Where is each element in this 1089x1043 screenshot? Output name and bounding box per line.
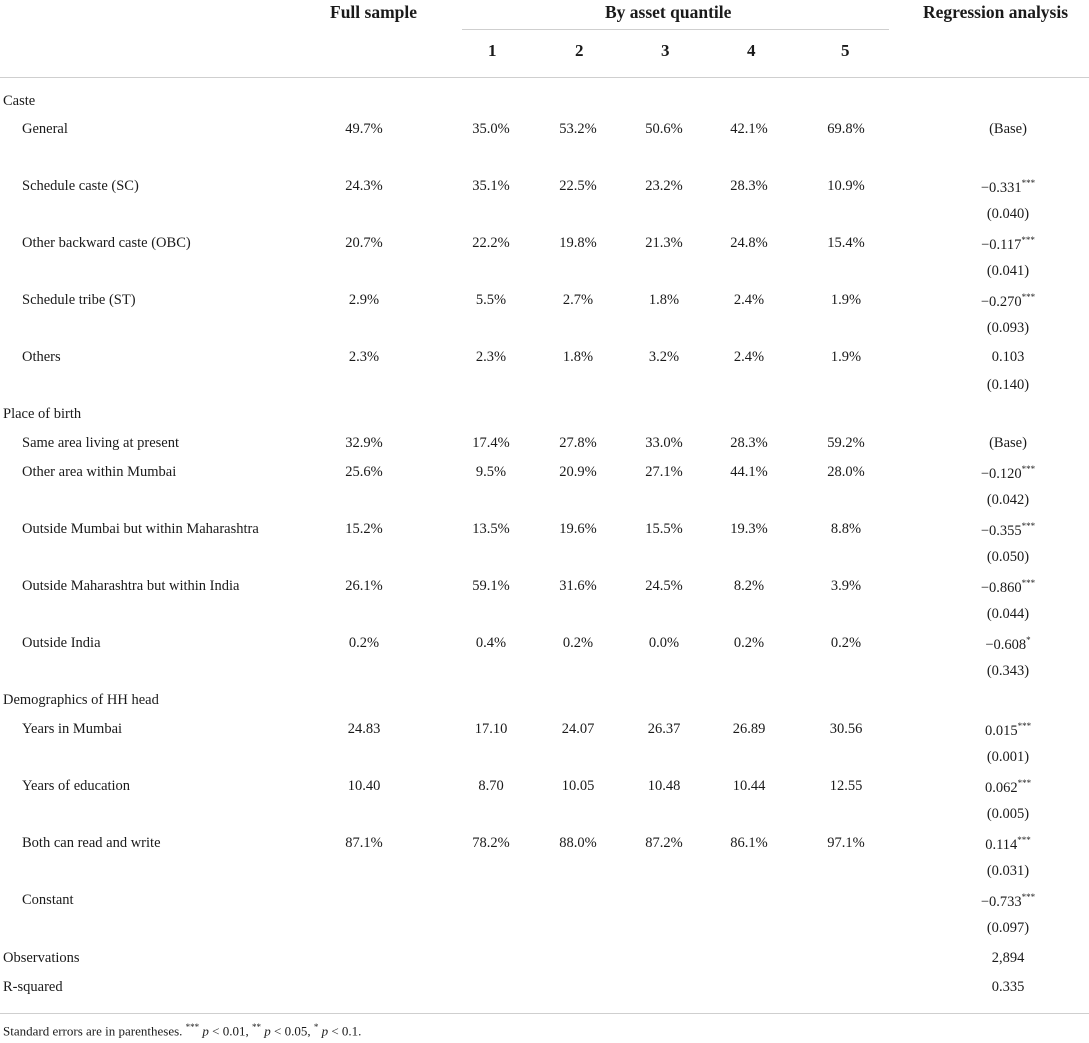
row-label: Years of education [22,778,131,794]
cell-quantile-3: 24.5% [645,578,683,594]
cell-regression-se: (0.093) [986,320,1030,336]
cell-quantile-5: 12.55 [829,778,863,794]
cell-quantile-5: 3.9% [830,578,862,594]
cell-quantile-5: 30.56 [829,721,863,737]
cell-full-sample: 24.83 [347,721,381,737]
cell-quantile-4: 26.89 [732,721,766,737]
cell-quantile-4: 28.3% [730,178,768,194]
cell-quantile-3: 10.48 [647,778,681,794]
row-label: Schedule tribe (ST) [22,292,136,308]
cell-quantile-5: 69.8% [827,121,865,137]
row-label: Demographics of HH head [3,692,159,708]
cell-quantile-4: 42.1% [730,121,768,137]
cell-full-sample: 0.2% [348,635,380,651]
cell-quantile-5: 97.1% [827,835,865,851]
cell-quantile-3: 0.0% [648,635,680,651]
cell-quantile-4: 0.2% [733,635,765,651]
cell-full-sample: 2.3% [348,349,380,365]
cell-regression-coef: −0.608* [985,635,1031,653]
row-label: Outside India [22,635,101,651]
cell-quantile-1: 78.2% [472,835,510,851]
cell-quantile-2: 31.6% [559,578,597,594]
cell-regression-coef: −0.860*** [980,578,1036,596]
row-label: Years in Mumbai [22,721,123,737]
cell-regression-coef: 0.062*** [984,778,1032,796]
row-label: Others [22,349,61,365]
cell-regression-coef: 0.103 [991,349,1025,365]
quantile-header-5: 5 [841,41,850,60]
cell-quantile-2: 22.5% [559,178,597,194]
cell-full-sample: 25.6% [345,464,383,480]
cell-full-sample: 87.1% [345,835,383,851]
cell-quantile-2: 19.8% [559,235,597,251]
cell-quantile-2: 1.8% [562,349,594,365]
cell-quantile-5: 1.9% [830,292,862,308]
cell-quantile-4: 19.3% [730,521,768,537]
row-label: Outside Maharashtra but within India [22,578,240,594]
significance-stars: *** [1021,178,1036,188]
significance-stars: *** [1021,292,1036,302]
cell-regression-coef: −0.120*** [980,464,1036,482]
cell-quantile-3: 21.3% [645,235,683,251]
significance-stars: *** [1021,892,1036,902]
cell-regression-se: (0.050) [986,549,1030,565]
cell-regression-coef: −0.117*** [981,235,1035,253]
footnote-sig3-p: p [321,1023,329,1039]
cell-quantile-5: 10.9% [827,178,865,194]
cell-quantile-5: 0.2% [830,635,862,651]
header-full-sample: Full sample [330,2,418,22]
cell-quantile-3: 87.2% [645,835,683,851]
cell-quantile-3: 50.6% [645,121,683,137]
quantile-header-1: 1 [488,41,497,60]
cell-regression-coef: (Base) [989,435,1027,451]
row-label: Constant [22,892,74,908]
significance-stars: *** [1021,235,1035,245]
row-label: Schedule caste (SC) [22,178,139,194]
footnote-text: Standard errors are in parentheses. [3,1023,183,1039]
significance-stars: *** [1021,464,1036,474]
cell-quantile-4: 28.3% [730,435,768,451]
footnote-sig1-p: p [202,1023,209,1039]
cell-quantile-3: 27.1% [645,464,683,480]
cell-quantile-5: 1.9% [830,349,862,365]
cell-quantile-2: 19.6% [559,521,597,537]
significance-stars: *** [1021,521,1036,531]
footnote-sig1-cmp: < 0.01, [212,1023,249,1039]
cell-quantile-4: 24.8% [730,235,768,251]
cell-quantile-1: 17.10 [474,721,508,737]
cell-quantile-4: 2.4% [733,292,765,308]
row-label: Place of birth [3,406,82,422]
cell-quantile-2: 10.05 [561,778,595,794]
quantile-header-3: 3 [661,41,670,60]
footnote-sig1-stars: *** [185,1022,200,1032]
row-label: Observations [3,950,80,966]
table-bottom-rule [0,1013,1089,1014]
cell-regression-se: (0.343) [986,663,1030,679]
cell-regression-coef: 0.114*** [985,835,1031,853]
cell-quantile-1: 17.4% [472,435,510,451]
cell-quantile-4: 44.1% [730,464,768,480]
cell-regression-se: (0.005) [986,806,1030,822]
cell-full-sample: 26.1% [345,578,383,594]
significance-stars: *** [1021,578,1036,588]
cell-full-sample: 20.7% [345,235,383,251]
cell-quantile-4: 2.4% [733,349,765,365]
cell-quantile-2: 20.9% [559,464,597,480]
cell-regression-se: (0.097) [986,920,1030,936]
footnote-sig3-stars: * [313,1022,319,1032]
cell-regression-coef: (Base) [989,121,1027,137]
cell-regression-coef: 2,894 [991,950,1025,966]
row-label: Other backward caste (OBC) [22,235,191,251]
cell-quantile-2: 53.2% [559,121,597,137]
cell-regression-se: (0.042) [986,492,1030,508]
cell-quantile-3: 26.37 [647,721,681,737]
quantile-header-rule [462,29,889,30]
cell-regression-se: (0.040) [986,206,1030,222]
row-label: R-squared [3,979,63,995]
cell-full-sample: 10.40 [347,778,381,794]
cell-quantile-5: 28.0% [827,464,865,480]
quantile-header-2: 2 [575,41,584,60]
cell-quantile-4: 8.2% [733,578,765,594]
cell-quantile-2: 0.2% [562,635,594,651]
cell-quantile-1: 9.5% [475,464,507,480]
cell-quantile-4: 10.44 [732,778,766,794]
cell-regression-coef: −0.331*** [980,178,1036,196]
header-bottom-rule [0,77,1089,78]
cell-quantile-2: 2.7% [562,292,594,308]
cell-quantile-2: 27.8% [559,435,597,451]
cell-full-sample: 24.3% [345,178,383,194]
cell-quantile-3: 15.5% [645,521,683,537]
cell-full-sample: 2.9% [348,292,380,308]
footnote-sig3-cmp: < 0.1. [331,1023,362,1039]
row-label: Both can read and write [22,835,161,851]
cell-quantile-5: 15.4% [827,235,865,251]
cell-quantile-1: 13.5% [472,521,510,537]
cell-quantile-3: 3.2% [648,349,680,365]
cell-quantile-5: 8.8% [830,521,862,537]
cell-quantile-5: 59.2% [827,435,865,451]
cell-regression-coef: 0.015*** [984,721,1032,739]
cell-regression-se: (0.140) [986,377,1030,393]
cell-quantile-3: 1.8% [648,292,680,308]
cell-quantile-3: 33.0% [645,435,683,451]
cell-quantile-1: 8.70 [478,778,504,794]
cell-quantile-3: 23.2% [645,178,683,194]
cell-quantile-1: 2.3% [475,349,507,365]
significance-stars: * [1026,635,1031,645]
row-label: Same area living at present [22,435,180,451]
row-label: General [22,121,68,137]
cell-regression-coef: −0.733*** [980,892,1036,910]
footnote-sig2-cmp: < 0.05, [274,1023,311,1039]
header-by-asset-quantile: By asset quantile [605,2,732,22]
cell-quantile-2: 88.0% [559,835,597,851]
cell-regression-coef: −0.355*** [980,521,1036,539]
cell-regression-coef: 0.335 [991,979,1025,995]
cell-full-sample: 49.7% [345,121,383,137]
header-regression-analysis: Regression analysis [923,2,1069,22]
cell-quantile-1: 59.1% [472,578,510,594]
cell-regression-se: (0.001) [986,749,1030,765]
significance-stars: *** [1017,721,1032,731]
cell-quantile-1: 0.4% [475,635,507,651]
significance-stars: *** [1017,835,1031,845]
significance-stars: *** [1017,778,1032,788]
cell-quantile-1: 35.1% [472,178,510,194]
cell-quantile-2: 24.07 [561,721,595,737]
footnote-sig2-p: p [264,1023,271,1039]
cell-quantile-4: 86.1% [730,835,768,851]
cell-regression-se: (0.041) [986,263,1030,279]
row-label: Caste [3,93,36,109]
cell-regression-se: (0.031) [986,863,1030,879]
cell-quantile-1: 35.0% [472,121,510,137]
row-label: Outside Mumbai but within Maharashtra [22,521,259,537]
cell-regression-coef: −0.270*** [980,292,1036,310]
footnote-sig2-stars: ** [252,1022,261,1032]
cell-regression-se: (0.044) [986,606,1030,622]
cell-full-sample: 15.2% [345,521,383,537]
row-label: Other area within Mumbai [22,464,177,480]
quantile-header-4: 4 [747,41,756,60]
cell-quantile-1: 5.5% [475,292,507,308]
cell-quantile-1: 22.2% [472,235,510,251]
cell-full-sample: 32.9% [345,435,383,451]
footnote [3,1022,361,1039]
